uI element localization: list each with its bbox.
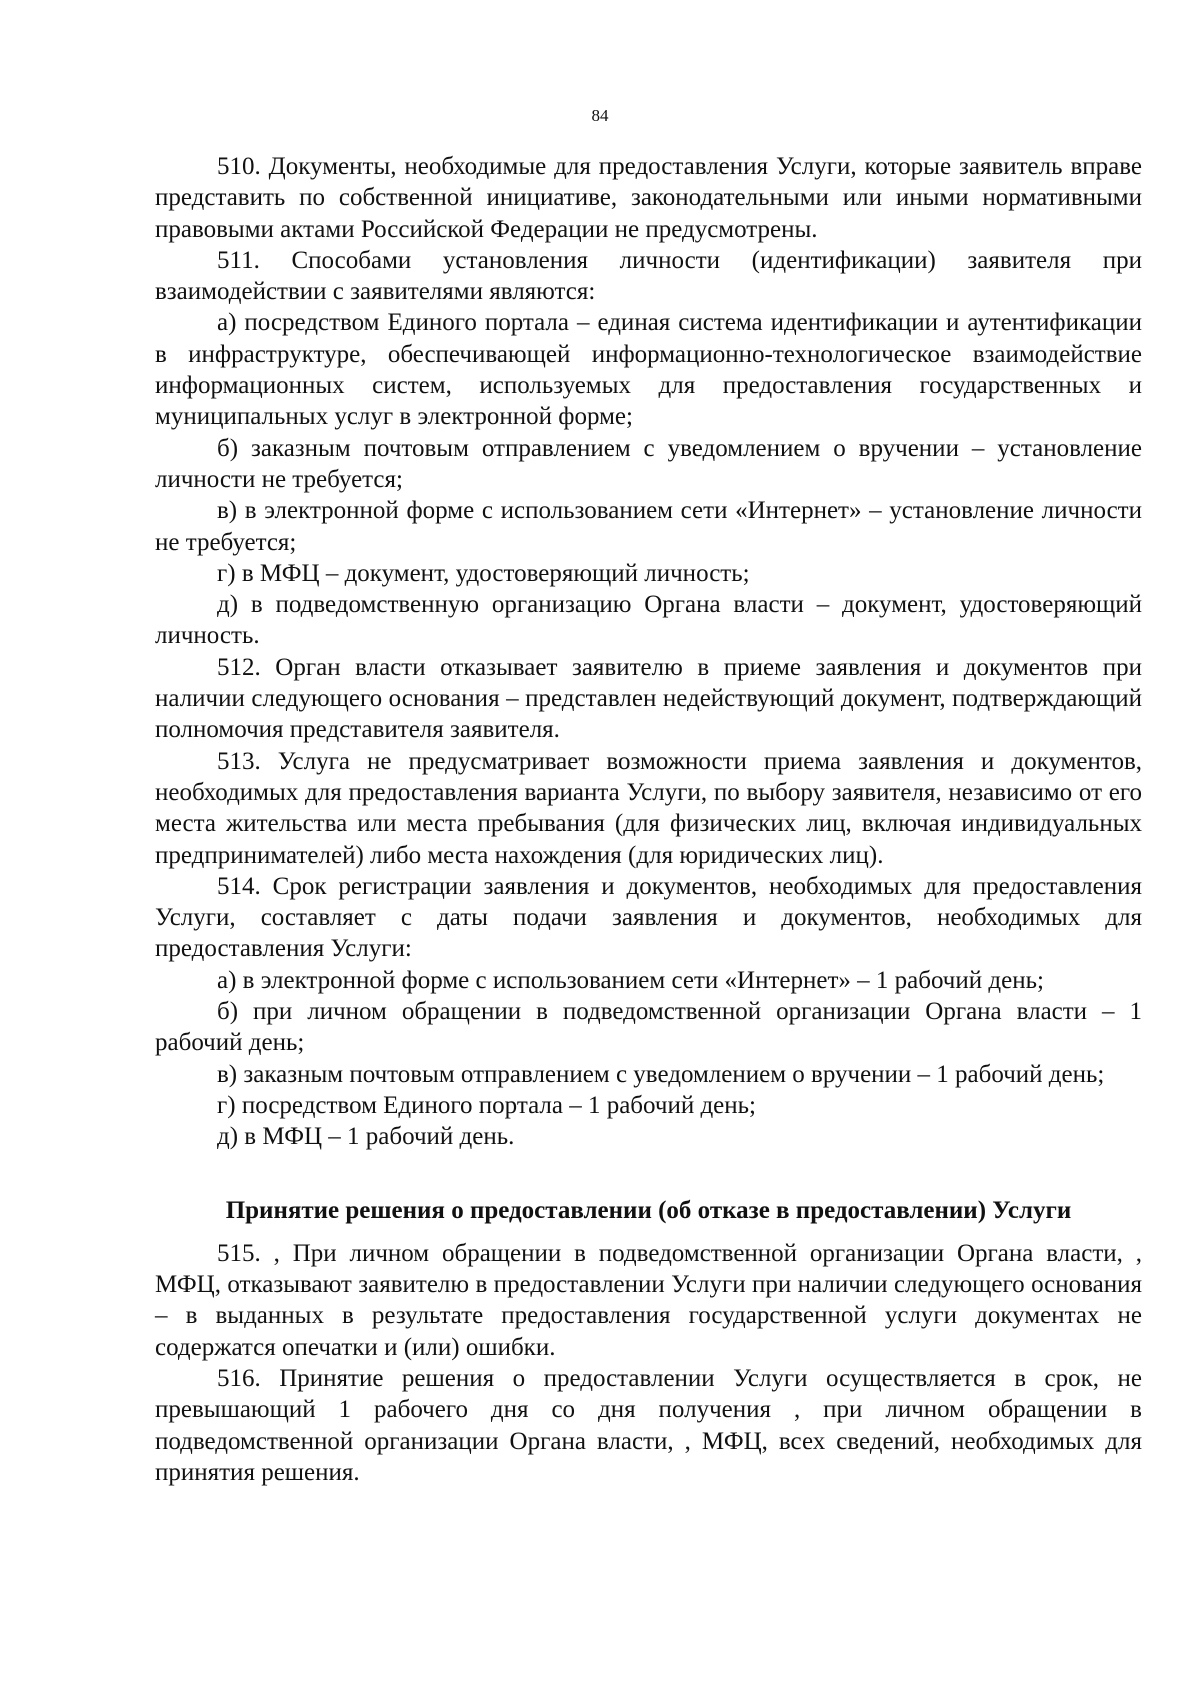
paragraph-511-item-g: г) в МФЦ – документ, удостоверяющий личность; — [217, 559, 750, 587]
paragraph-511-item-d: д) в подведомственную организацию Органа власти – документ, удостоверяющий личность. — [155, 591, 1142, 650]
paragraph-511-item-a: а) посредством Единого портала – единая система идентификации и аутентификации в инфраструктуре, обеспечивающей информационно-технологическое взаимодействие информационных систем, используемых для предоставления государственных и муниципальных услуг в электронной форме; — [155, 309, 1142, 431]
page-number: 84 — [591, 106, 609, 125]
section-heading: Принятие решения о предоставлении (об отказе в предоставлении) Услуги — [225, 1196, 1072, 1224]
paragraph-514-item-g: г) посредством Единого портала – 1 рабочий день; — [217, 1091, 757, 1119]
paragraph-514: 514. Срок регистрации заявления и документов, необходимых для предоставления Услуги, составляет с даты подачи заявления и документов, необходимых для предоставления Услуги: — [155, 872, 1142, 963]
paragraph-514-item-v: в) заказным почтовым отправлением с уведомлением о вручении – 1 рабочий день; — [217, 1060, 1105, 1088]
paragraph-511: 511. Способами установления личности (идентификации) заявителя при взаимодействии с заявителями являются: — [155, 246, 1142, 306]
document-body — [155, 151, 1142, 1488]
paragraph-515: 515. , При личном обращении в подведомственной организации Органа власти, , МФЦ, отказывают заявителю в предоставлении Услуги при наличии следующего основания – в выданных в результате предоставления государственной услуги документах не содержатся опечатки и (или) ошибки. — [155, 1239, 1142, 1361]
paragraph-513: 513. Услуга не предусматривает возможности приема заявления и документов, необходимых для предоставления варианта Услуги, по выбору заявителя, независимо от его места жительства или места пребывания (для физических лиц, включая индивидуальных предпринимателей) либо места нахождения (для юридических лиц). — [155, 747, 1142, 869]
paragraph-511-item-b: б) заказным почтовым отправлением с уведомлением о вручении – установление личности не требуется; — [155, 434, 1142, 493]
paragraph-512: 512. Орган власти отказывает заявителю в приеме заявления и документов при наличии следующего основания – представлен недействующий документ, подтверждающий полномочия представителя заявителя. — [155, 653, 1142, 744]
paragraph-514-item-a: а) в электронной форме с использованием сети «Интернет» – 1 рабочий день; — [217, 966, 1044, 994]
paragraph-516: 516. Принятие решения о предоставлении Услуги осуществляется в срок, не превышающий 1 рабочего дня со дня получения , при личном обращении в подведомственной организации Органа власти, , МФЦ, всех сведений, необходимых для принятия решения. — [155, 1364, 1142, 1486]
paragraph-514-item-b: б) при личном обращении в подведомственной организации Органа власти – 1 рабочий день; — [155, 998, 1142, 1057]
paragraph-510: 510. Документы, необходимые для предоставления Услуги, которые заявитель вправе представить по собственной инициативе, законодательными или иными нормативными правовыми актами Российской Федерации не предусмотрены. — [155, 153, 1142, 243]
paragraph-511-item-v: в) в электронной форме с использованием сети «Интернет» – установление личности не требуется; — [155, 497, 1142, 556]
paragraph-514-item-d: д) в МФЦ – 1 рабочий день. — [217, 1123, 515, 1151]
